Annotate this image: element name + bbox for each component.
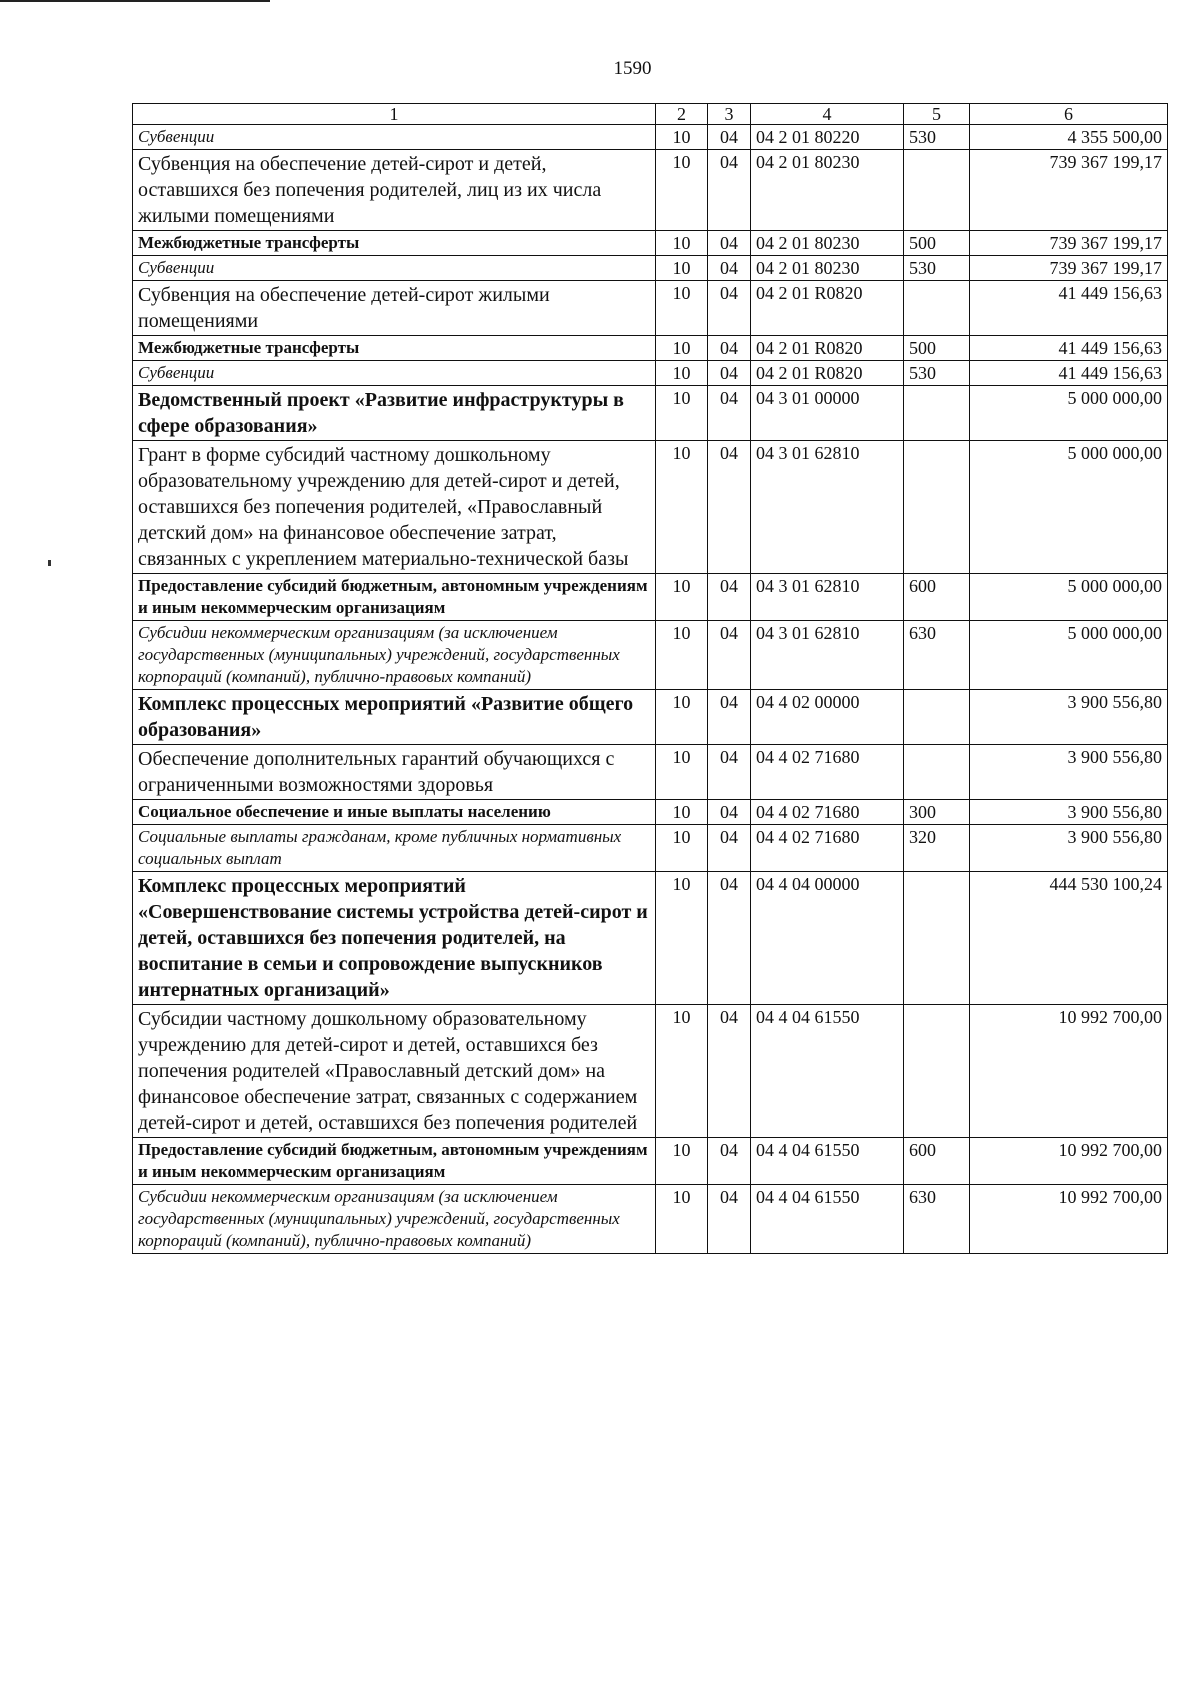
section-code-cell: 10 (656, 150, 708, 231)
subsection-code-cell: 04 (708, 1005, 751, 1138)
expense-type-cell (904, 1005, 970, 1138)
subsection-code-cell: 04 (708, 872, 751, 1005)
table-row (133, 125, 1168, 150)
column-header: 3 (708, 104, 751, 125)
table-body (133, 125, 1168, 1254)
target-article-cell: 04 4 02 71680 (751, 800, 904, 825)
item-name-cell: Предоставление субсидий бюджетным, автономным учреждениям и иным некоммерческим организациям (133, 1138, 656, 1185)
table-row (133, 745, 1168, 800)
subsection-code-cell: 04 (708, 361, 751, 386)
target-article-cell: 04 2 01 R0820 (751, 361, 904, 386)
target-article-cell: 04 2 01 80230 (751, 256, 904, 281)
subsection-code-cell: 04 (708, 690, 751, 745)
target-article-cell: 04 2 01 R0820 (751, 336, 904, 361)
section-code-cell: 10 (656, 361, 708, 386)
table-row (133, 872, 1168, 1005)
amount-cell: 41 449 156,63 (970, 281, 1168, 336)
expense-type-cell (904, 745, 970, 800)
amount-cell: 4 355 500,00 (970, 125, 1168, 150)
item-name-cell: Субвенция на обеспечение детей-сирот и детей, оставшихся без попечения родителей, лиц из их числа жилыми помещениями (133, 150, 656, 231)
table-row (133, 281, 1168, 336)
target-article-cell: 04 4 02 00000 (751, 690, 904, 745)
scan-speck (48, 560, 51, 566)
target-article-cell: 04 3 01 62810 (751, 574, 904, 621)
section-code-cell: 10 (656, 1005, 708, 1138)
column-header: 6 (970, 104, 1168, 125)
amount-cell: 41 449 156,63 (970, 336, 1168, 361)
amount-cell: 5 000 000,00 (970, 441, 1168, 574)
target-article-cell: 04 2 01 80230 (751, 150, 904, 231)
amount-cell: 41 449 156,63 (970, 361, 1168, 386)
subsection-code-cell: 04 (708, 281, 751, 336)
table-row (133, 800, 1168, 825)
target-article-cell: 04 4 02 71680 (751, 825, 904, 872)
subsection-code-cell: 04 (708, 386, 751, 441)
section-code-cell: 10 (656, 574, 708, 621)
subsection-code-cell: 04 (708, 150, 751, 231)
amount-cell: 3 900 556,80 (970, 690, 1168, 745)
item-name-cell: Социальное обеспечение и иные выплаты населению (133, 800, 656, 825)
item-name-cell: Ведомственный проект «Развитие инфраструктуры в сфере образования» (133, 386, 656, 441)
item-name-cell: Субсидии некоммерческим организациям (за исключением государственных (муниципальных) учреждений, государственных корпораций (компаний), публично-правовых компаний) (133, 1185, 656, 1254)
subsection-code-cell: 04 (708, 231, 751, 256)
expense-type-cell: 320 (904, 825, 970, 872)
subsection-code-cell: 04 (708, 256, 751, 281)
target-article-cell: 04 4 04 00000 (751, 872, 904, 1005)
section-code-cell: 10 (656, 386, 708, 441)
target-article-cell: 04 4 04 61550 (751, 1185, 904, 1254)
section-code-cell: 10 (656, 745, 708, 800)
item-name-cell: Обеспечение дополнительных гарантий обучающихся с ограниченными возможностями здоровья (133, 745, 656, 800)
amount-cell: 5 000 000,00 (970, 386, 1168, 441)
column-header: 2 (656, 104, 708, 125)
expense-type-cell (904, 690, 970, 745)
expense-type-cell: 300 (904, 800, 970, 825)
table-row (133, 361, 1168, 386)
amount-cell: 739 367 199,17 (970, 231, 1168, 256)
item-name-cell: Комплекс процессных мероприятий «Совершенствование системы устройства детей-сирот и детей, оставшихся без попечения родителей, на воспитание в семьи и сопровождение выпускников интернатных организаций» (133, 872, 656, 1005)
amount-cell: 10 992 700,00 (970, 1185, 1168, 1254)
section-code-cell: 10 (656, 281, 708, 336)
table-row (133, 621, 1168, 690)
item-name-cell: Субвенции (133, 256, 656, 281)
table-row (133, 574, 1168, 621)
table-row (133, 256, 1168, 281)
section-code-cell: 10 (656, 125, 708, 150)
expense-type-cell (904, 872, 970, 1005)
expense-type-cell: 600 (904, 1138, 970, 1185)
header-row (133, 104, 1168, 125)
subsection-code-cell: 04 (708, 574, 751, 621)
item-name-cell: Субсидии некоммерческим организациям (за исключением государственных (муниципальных) учреждений, государственных корпораций (компаний), публично-правовых компаний) (133, 621, 656, 690)
amount-cell: 444 530 100,24 (970, 872, 1168, 1005)
section-code-cell: 10 (656, 872, 708, 1005)
expense-type-cell: 530 (904, 125, 970, 150)
section-code-cell: 10 (656, 336, 708, 361)
target-article-cell: 04 3 01 62810 (751, 441, 904, 574)
amount-cell: 5 000 000,00 (970, 574, 1168, 621)
item-name-cell: Предоставление субсидий бюджетным, автономным учреждениям и иным некоммерческим организациям (133, 574, 656, 621)
table-row (133, 336, 1168, 361)
amount-cell: 739 367 199,17 (970, 150, 1168, 231)
table-row (133, 441, 1168, 574)
subsection-code-cell: 04 (708, 1185, 751, 1254)
table-row (133, 1138, 1168, 1185)
column-header: 5 (904, 104, 970, 125)
expense-type-cell (904, 386, 970, 441)
table-row (133, 231, 1168, 256)
expense-type-cell: 600 (904, 574, 970, 621)
expense-type-cell (904, 441, 970, 574)
expense-type-cell (904, 281, 970, 336)
target-article-cell: 04 4 04 61550 (751, 1005, 904, 1138)
target-article-cell: 04 4 04 61550 (751, 1138, 904, 1185)
amount-cell: 10 992 700,00 (970, 1005, 1168, 1138)
item-name-cell: Субвенции (133, 361, 656, 386)
target-article-cell: 04 3 01 00000 (751, 386, 904, 441)
amount-cell: 3 900 556,80 (970, 800, 1168, 825)
column-header: 4 (751, 104, 904, 125)
table-row (133, 150, 1168, 231)
amount-cell: 3 900 556,80 (970, 745, 1168, 800)
amount-cell: 10 992 700,00 (970, 1138, 1168, 1185)
target-article-cell: 04 4 02 71680 (751, 745, 904, 800)
table-row (133, 690, 1168, 745)
amount-cell: 3 900 556,80 (970, 825, 1168, 872)
section-code-cell: 10 (656, 621, 708, 690)
section-code-cell: 10 (656, 256, 708, 281)
expense-type-cell: 530 (904, 361, 970, 386)
target-article-cell: 04 3 01 62810 (751, 621, 904, 690)
subsection-code-cell: 04 (708, 1138, 751, 1185)
item-name-cell: Межбюджетные трансферты (133, 336, 656, 361)
item-name-cell: Грант в форме субсидий частному дошкольному образовательному учреждению для детей-сирот и детей, оставшихся без попечения родителей, «Православный детский дом» на финансовое обеспечение затрат, связанных с укреплением материально-технической базы (133, 441, 656, 574)
item-name-cell: Субвенция на обеспечение детей-сирот жилыми помещениями (133, 281, 656, 336)
subsection-code-cell: 04 (708, 336, 751, 361)
table-row (133, 386, 1168, 441)
section-code-cell: 10 (656, 800, 708, 825)
table-row (133, 825, 1168, 872)
column-header: 1 (133, 104, 656, 125)
item-name-cell: Социальные выплаты гражданам, кроме публичных нормативных социальных выплат (133, 825, 656, 872)
item-name-cell: Субвенции (133, 125, 656, 150)
table-row (133, 1185, 1168, 1254)
section-code-cell: 10 (656, 231, 708, 256)
amount-cell: 739 367 199,17 (970, 256, 1168, 281)
page-number: 1590 (613, 58, 652, 79)
subsection-code-cell: 04 (708, 825, 751, 872)
target-article-cell: 04 2 01 80220 (751, 125, 904, 150)
expense-type-cell: 630 (904, 1185, 970, 1254)
target-article-cell: 04 2 01 80230 (751, 231, 904, 256)
subsection-code-cell: 04 (708, 441, 751, 574)
subsection-code-cell: 04 (708, 125, 751, 150)
expense-type-cell (904, 150, 970, 231)
section-code-cell: 10 (656, 1138, 708, 1185)
section-code-cell: 10 (656, 441, 708, 574)
item-name-cell: Субсидии частному дошкольному образовательному учреждению для детей-сирот и детей, оставшихся без попечения родителей «Православный детский дом» на финансовое обеспечение затрат, связанных с содержанием детей-сирот и детей, оставшихся без попечения родителей (133, 1005, 656, 1138)
expense-type-cell: 500 (904, 231, 970, 256)
section-code-cell: 10 (656, 825, 708, 872)
expense-type-cell: 500 (904, 336, 970, 361)
subsection-code-cell: 04 (708, 800, 751, 825)
item-name-cell: Межбюджетные трансферты (133, 231, 656, 256)
section-code-cell: 10 (656, 690, 708, 745)
subsection-code-cell: 04 (708, 745, 751, 800)
table-row (133, 1005, 1168, 1138)
expense-type-cell: 630 (904, 621, 970, 690)
top-edge-rule (0, 0, 270, 2)
amount-cell: 5 000 000,00 (970, 621, 1168, 690)
subsection-code-cell: 04 (708, 621, 751, 690)
target-article-cell: 04 2 01 R0820 (751, 281, 904, 336)
budget-table (132, 103, 1168, 1254)
section-code-cell: 10 (656, 1185, 708, 1254)
item-name-cell: Комплекс процессных мероприятий «Развитие общего образования» (133, 690, 656, 745)
expense-type-cell: 530 (904, 256, 970, 281)
